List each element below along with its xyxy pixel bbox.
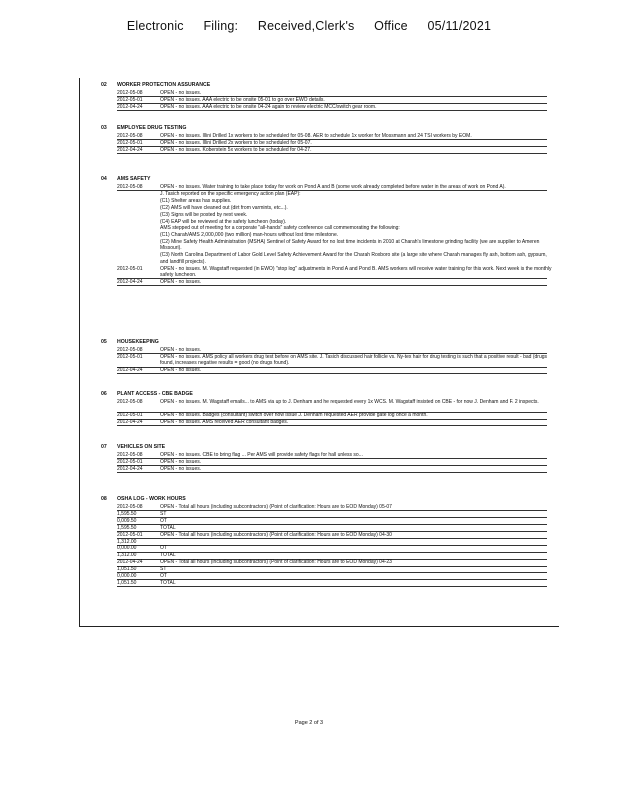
row-text: OPEN - Total all hours (including subcontractors) (Point of clarification: Hours are to EOD Monday) 05-07 (160, 504, 392, 510)
row-text: OPEN - no issues. (160, 90, 202, 96)
section-number: 04 (101, 176, 107, 182)
row-text: (C1) Shelter areas has supplies. (160, 197, 232, 204)
header-electronic: Electronic (126, 19, 184, 33)
section-title: WORKER PROTECTION ASSURANCE (117, 82, 211, 88)
row-date: 2012-05-01 (117, 531, 143, 538)
row-rule (117, 472, 547, 473)
row-text: OPEN - no issues. Water training to take place today for work on Pond A and B (some work already completed before water in the areas of work on Pond A). (160, 184, 506, 190)
row-text: (C2) Mine Safety Health Administration (MSHA) Sentinel of Safety Award for no lost time incidents in 2010 at Charah's limestone grinding facility (we are supplier to Ameren Missouri). (160, 239, 540, 252)
row-text: OT (160, 545, 167, 552)
row-rule (117, 153, 547, 154)
row-text: OPEN - no issues. CBE to bring flag ... Per AMS will provide safety flags for hall unless so... (160, 452, 363, 458)
row-text: J. Tasich reported on the specific emergency action plan (EAP): (160, 190, 301, 197)
row-text: OPEN - no issues. AMS policy all workers drug test before on AMS site. J. Tasich discussed hair follicle vs. Ny-tex hair for drug testing is such that a positive result - bad (drugs found, increases negative results = good (no drugs found). (160, 353, 548, 367)
row-text: OPEN - Total all hours (including subcontractors) (Point of clarification: Hours are to EOD Monday) 04-30 (160, 531, 392, 538)
log-row (117, 198, 555, 204)
row-text: OPEN - no issues. AAA electric to be onsite 05-01 to go over EWO details. (160, 96, 325, 103)
row-date: 2012-04-24 (117, 367, 143, 374)
document-frame (79, 78, 559, 627)
row-date: 1,595.50 (117, 510, 137, 517)
section-number: 08 (101, 496, 107, 502)
header-office: Office (374, 19, 408, 33)
row-text: OPEN - no issues. (160, 367, 202, 374)
section-title: OSHA LOG - WORK HOURS (117, 496, 186, 502)
log-row (117, 225, 555, 231)
section-title: VEHICLES ON SITE (117, 444, 166, 450)
row-text: TOTAL (160, 579, 176, 586)
row-date: 0,000.00 (117, 573, 137, 579)
row-date: 2012-04-24 (117, 278, 143, 285)
log-row (117, 205, 555, 211)
log-row (117, 252, 555, 265)
row-text: OPEN - Total all hours (including subcontractors) (Point of clarification: Hours are to EOD Monday) 04-23 (160, 559, 392, 566)
row-date: 2012-05-08 (117, 133, 143, 139)
row-text: OPEN - no issues. (160, 458, 202, 465)
log-row (117, 399, 555, 405)
row-text: TOTAL (160, 524, 176, 531)
log-row (117, 212, 555, 218)
row-date: 2012-05-08 (117, 504, 143, 510)
row-text: OPEN - no issues. M. Wagstaff emails... to AMS via up to J. Denham and he requested every 1x WCS. M. Wagstaff insisted on CBE - for now J. Denham and F. 2 inspects. (160, 399, 539, 405)
row-text: OPEN - no issues. Badges (consultant) switch over now issue J. Denham requested AER provide gate log once a month. (160, 412, 428, 419)
row-date: 1,051.50 (117, 566, 137, 573)
log-row (117, 239, 555, 252)
row-text: OPEN - no issues. Koberstein 5x workers to be scheduled for 04-27. (160, 146, 312, 153)
filing-header (0, 19, 618, 33)
row-text: OPEN - no issues. AMS received AER consultant badges. (160, 419, 289, 426)
row-date: 2012-05-01 (117, 412, 143, 419)
row-date: 2012-05-01 (117, 96, 143, 103)
row-date: 1,051.50 (117, 579, 137, 586)
row-date: 1,595.50 (117, 524, 137, 531)
section-title: AMS SAFETY (117, 176, 151, 182)
row-date: 1,312.00 (117, 538, 137, 545)
log-row (117, 232, 555, 238)
row-date: 2012-05-01 (117, 353, 143, 360)
row-date: 2012-05-01 (117, 139, 143, 146)
log-row (117, 354, 555, 367)
row-rule (117, 373, 547, 374)
log-row (117, 266, 555, 279)
row-date: 2012-04-24 (117, 419, 143, 426)
row-text: OPEN - no issues. Illini Drilled 1x workers to be scheduled for 05-08. AER to schedule 1x worker for Mossmann and 24 TSI workers by EOM. (160, 133, 472, 139)
header-date: 05/11/2021 (427, 19, 492, 33)
section-number: 03 (101, 125, 107, 131)
row-text: ST (160, 566, 167, 573)
row-rule (117, 110, 547, 111)
section-number: 02 (101, 82, 107, 88)
row-text: OPEN - no issues. M. Wagstaff requested (in EWO) "stop log" adjustments in Pond A and Pond B. AMS workers will receive water training for this work. Next week is the monthly safety luncheon. (160, 265, 552, 278)
row-text: (C1) Charah/AMS 2,000,000 (two million) man-hours without lost time milestone. (160, 232, 339, 239)
row-text: (C3) North Carolina Department of Labor Gold Level Safety Achievement Award for the Charah Roxboro site (a large site where Charah manages fly ash, bottom ash, gypsum, and landfill projects). (160, 252, 547, 265)
row-text: OPEN - no issues. (160, 465, 202, 472)
row-date: 0,000.00 (117, 545, 137, 552)
row-date: 2012-05-01 (117, 458, 143, 465)
row-date: 2012-04-24 (117, 465, 143, 472)
log-row (117, 219, 555, 225)
row-text: OT (160, 573, 167, 579)
row-date: 2012-05-08 (117, 184, 143, 190)
row-rule (117, 285, 547, 286)
row-text: OT (160, 517, 167, 524)
row-text: (C4) EAP will be reviewed at the safety luncheon (today). (160, 218, 287, 225)
row-date: 2012-05-08 (117, 347, 143, 353)
row-date: 0,009.50 (117, 517, 137, 524)
row-text: TOTAL (160, 552, 176, 559)
row-date: 2012-05-08 (117, 399, 143, 405)
row-text: AMS stepped out of meeting for a corporate "all-hands" safety conference call commemorating the following: (160, 225, 400, 232)
row-date: 1,312.00 (117, 552, 137, 559)
section-number: 05 (101, 339, 107, 345)
section-number: 07 (101, 444, 107, 450)
header-received: Received,Clerk's (257, 19, 355, 33)
row-date: 2012-04-24 (117, 146, 143, 153)
row-text: OPEN - no issues. Illini Drilled 2x workers to be scheduled for 05-07. (160, 139, 312, 146)
row-text: (C2) AMS will have cleaned out (dirt from varmints, etc...). (160, 204, 288, 211)
header-filing: Filing: (203, 19, 239, 33)
row-text: ST (160, 510, 167, 517)
row-date: 2012-04-24 (117, 103, 143, 110)
section-title: EMPLOYEE DRUG TESTING (117, 125, 187, 131)
row-rule (117, 425, 547, 426)
row-rule (117, 586, 547, 587)
row-text: OPEN - no issues. AAA electric to be onsite 04-24 again to review electric MCC/switch gear room. (160, 103, 377, 110)
log-row (117, 191, 555, 197)
section-number: 06 (101, 391, 107, 397)
frame-bottom-rule (79, 626, 558, 627)
row-date: 2012-05-01 (117, 265, 143, 272)
row-text: OPEN - no issues. (160, 278, 202, 285)
page-number: Page 2 of 3 (294, 720, 324, 726)
row-text: (C3) Signs will be posted by next week. (160, 211, 248, 218)
row-date: 2012-04-24 (117, 559, 143, 566)
section-title: HOUSEKEEPING (117, 339, 159, 345)
row-date: 2012-05-08 (117, 90, 143, 96)
row-text: OPEN - no issues. (160, 347, 202, 353)
section-title: PLANT ACCESS - CBE BADGE (117, 391, 193, 397)
row-date: 2012-05-08 (117, 452, 143, 458)
